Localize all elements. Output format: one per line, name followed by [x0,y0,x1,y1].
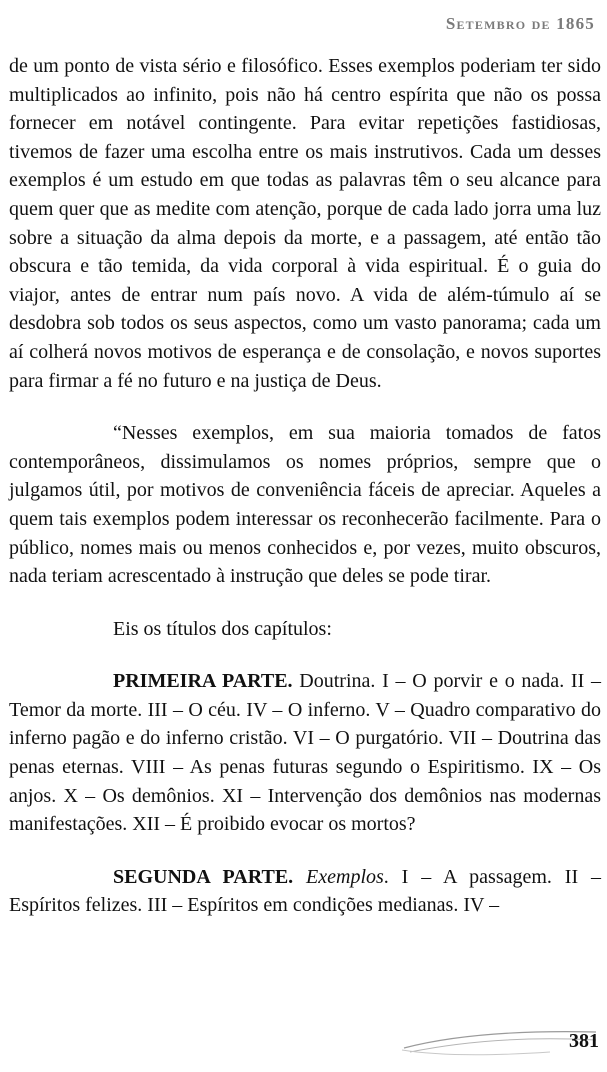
paragraph-3: Eis os títulos dos capítulos: [113,617,332,640]
part-1-heading: PRIMEIRA PARTE. [113,670,293,693]
paragraph-1: de um ponto de vista sério e filosófico. Esses exemplos poderiam ter sido multiplicados ao infinito, pois não há centro espírita que não os possa fornecer em notável contingente. Para evitar repetições fastidiosas, tivemos de fazer uma escolha entre os mais instrutivos. Cada um desses exemplos é um estudo em que todas as palavras têm o seu alcance para quem quer que as medite com atenção, porque de cada lado jorra uma luz sobre a situação da alma depois da morte, e a passagem, até então tão obscura e tão temida, da vida corporal à vida espiritual. É o guia do viajor, antes de entrar num país novo. A vida de além-túmulo aí se desdobra sob todos os seus aspectos, como um vasto panorama; cada um aí colherá novos motivos de esperança e de consolação, e novos suportes para firmar a fé no futuro e na justiça de Deus. [9,55,601,392]
part-2-text: . I – A passagem. II – Espíritos felizes. III – Espíritos em condições medianas. IV – [9,865,601,917]
page-body [9,52,601,920]
part-1-text: Doutrina. I – O porvir e o nada. II – Temor da morte. III – O céu. IV – O inferno. V – Quadro comparativo do inferno pagão e do inferno cristão. VI – O purgatório. VII – Doutrina das penas eternas. VIII – As penas futuras segundo o Espiritismo. IX – Os anjos. X – Os demônios. XI – Intervenção dos demônios nas modernas manifestações. XII – É proibido evocar os mortos? [9,670,601,836]
paragraph-2: “Nesses exemplos, em sua maioria tomados de fatos contemporâneos, dissimulamos os nomes próprios, sempre que o julgamos útil, por motivos de conveniência fáceis de apreciar. Aqueles a quem tais exemplos podem interessar os reconhecerão facilmente. Para o público, nomes mais ou menos conhecidos e, por vezes, muito obscuros, nada teriam acrescentado à instrução que deles se pode tirar. [9,422,601,588]
part-2-paragraph [9,863,601,920]
part-2-subject: Exemplos [306,865,384,888]
part-2-heading: SEGUNDA PARTE. [113,865,294,888]
part-1-paragraph [9,667,601,839]
page-number: 381 [569,1030,599,1052]
running-header: Setembro de 1865 [445,14,595,33]
